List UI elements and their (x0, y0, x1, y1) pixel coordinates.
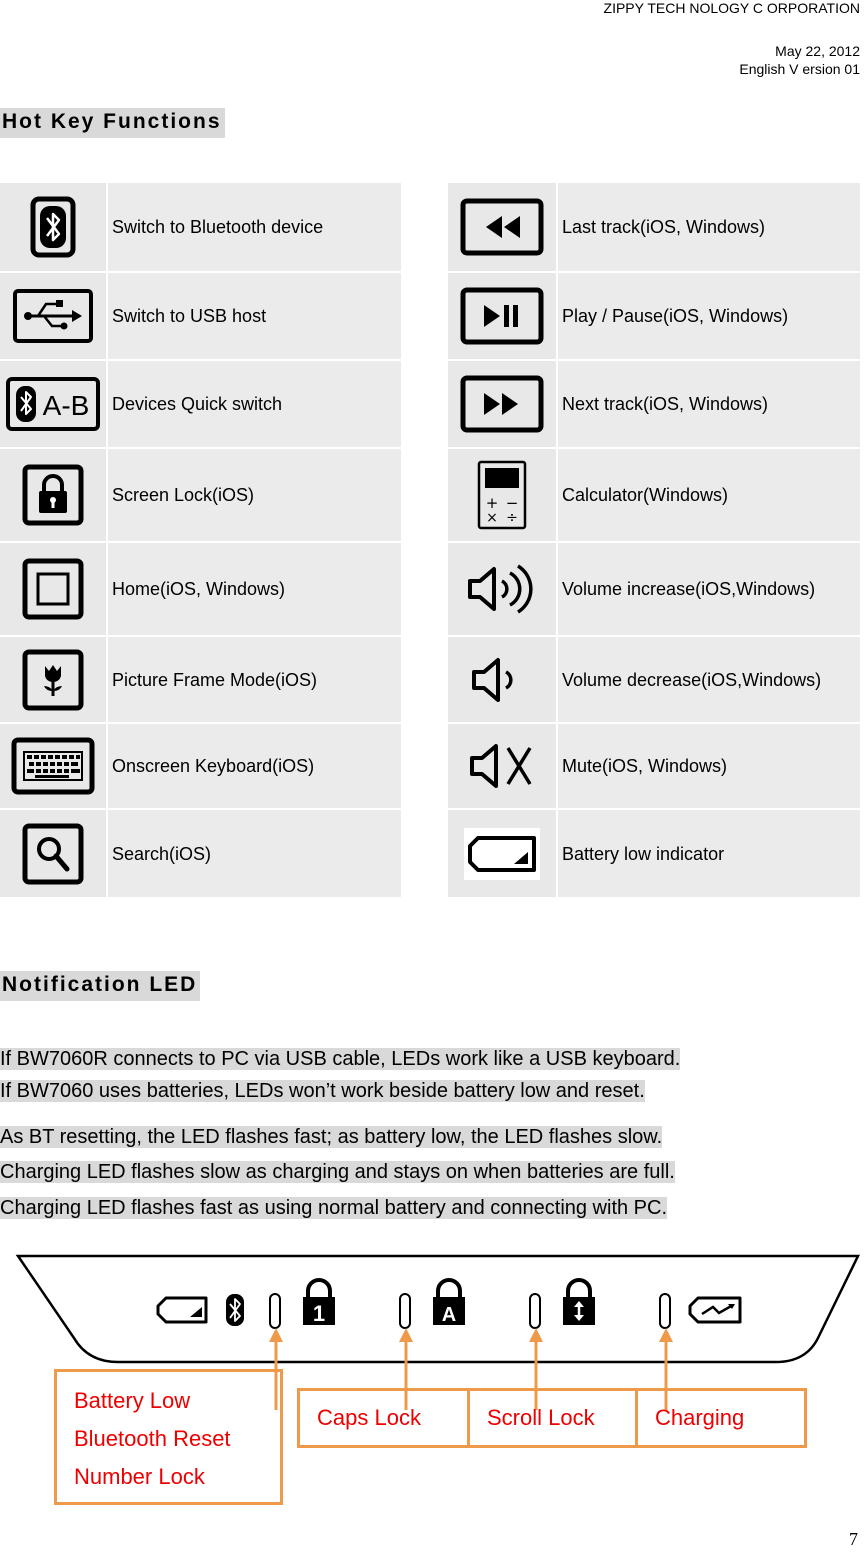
hotkey-row (0, 360, 401, 448)
hotkey-row (0, 636, 401, 723)
callout-label: Caps Lock (317, 1405, 421, 1430)
led-section-title: Notification LED (0, 971, 200, 1001)
hotkey-label: Onscreen Keyboard(iOS) (107, 723, 401, 809)
callout-scroll-lock (467, 1388, 638, 1448)
led-indicator (400, 1294, 410, 1328)
hotkey-label: Battery low indicator (557, 809, 860, 897)
hotkey-row (448, 272, 860, 360)
hotkey-label: Switch to Bluetooth device (107, 182, 401, 272)
hotkey-row (0, 272, 401, 360)
page-number: 7 (849, 1529, 858, 1549)
charging-icon (690, 1298, 740, 1322)
hotkey-row (448, 723, 860, 809)
callout-label: Number Lock (74, 1464, 205, 1489)
svg-text:A-B: A-B (42, 390, 90, 421)
callout-charging (635, 1388, 807, 1448)
callout-label: Battery Low (74, 1388, 191, 1413)
hotkey-row (448, 542, 860, 636)
usb-icon (0, 272, 107, 360)
fast-forward-icon (448, 360, 557, 448)
document-version: English V ersion 01 (739, 61, 860, 77)
hotkey-row (448, 360, 860, 448)
svg-text:A: A (441, 1304, 457, 1326)
hotkey-label: Play / Pause(iOS, Windows) (557, 272, 860, 360)
hotkey-row (0, 448, 401, 542)
search-icon (0, 809, 107, 897)
hotkey-row (0, 182, 401, 272)
hotkey-label: Screen Lock(iOS) (107, 448, 401, 542)
scroll-lock-icon (563, 1280, 595, 1325)
hotkey-row (448, 636, 860, 723)
document-date: May 22, 2012 (775, 43, 860, 59)
number-lock-icon (303, 1280, 335, 1326)
led-note-text: If BW7060R connects to PC via USB cable, LEDs work like a USB keyboard. (0, 1048, 681, 1070)
hotkey-table-left (0, 181, 401, 897)
hotkey-row (448, 182, 860, 272)
led-indicator (270, 1294, 280, 1328)
led-note (0, 1196, 667, 1221)
hotkey-label: Last track(iOS, Windows) (557, 182, 860, 272)
hotkey-label: Search(iOS) (107, 809, 401, 897)
led-note-text: If BW7060 uses batteries, LEDs won’t work beside battery low and reset. (0, 1080, 645, 1102)
led-note-text: As BT resetting, the LED flashes fast; as battery low, the LED flashes slow. (0, 1126, 663, 1148)
led-indicator (530, 1294, 540, 1328)
led-note (0, 1079, 645, 1104)
caps-lock-icon (433, 1280, 465, 1326)
keyboard-icon (0, 723, 107, 809)
play-pause-icon (448, 272, 557, 360)
bluetooth-icon (0, 182, 107, 272)
hotkey-section-title: Hot Key Functions (0, 108, 225, 138)
volume-down-icon (448, 636, 557, 723)
svg-text:−: − (505, 494, 519, 512)
hotkey-label: Mute(iOS, Windows) (557, 723, 860, 809)
led-note (0, 1125, 662, 1150)
volume-up-icon (448, 542, 557, 636)
hotkey-label: Volume increase(iOS,Windows) (557, 542, 860, 636)
mute-icon (448, 723, 557, 809)
hotkey-label: Calculator(Windows) (557, 448, 860, 542)
led-note (0, 1160, 675, 1185)
hotkey-table-right (448, 181, 860, 897)
svg-text:×: × (486, 510, 498, 526)
rewind-icon (448, 182, 557, 272)
callout-battery-bt-numlock (54, 1369, 283, 1505)
hotkey-row (0, 809, 401, 897)
hotkey-label: Home(iOS, Windows) (107, 542, 401, 636)
led-note-text: Charging LED flashes fast as using normal battery and connecting with PC. (0, 1197, 668, 1219)
hotkey-row (448, 809, 860, 897)
callout-label: Scroll Lock (487, 1405, 595, 1430)
hotkey-label: Volume decrease(iOS,Windows) (557, 636, 860, 723)
hotkey-label: Switch to USB host (107, 272, 401, 360)
home-icon (0, 542, 107, 636)
led-indicator (660, 1294, 670, 1328)
lock-icon (0, 448, 107, 542)
company-name: ZIPPY TECH NOLOGY C ORPORATION (603, 0, 860, 16)
callout-caps-lock (297, 1388, 470, 1448)
hotkey-label: Devices Quick switch (107, 360, 401, 448)
calculator-icon (448, 448, 557, 542)
bluetooth-led-icon (226, 1294, 244, 1326)
callout-label: Bluetooth Reset (74, 1426, 231, 1451)
hotkey-label: Next track(iOS, Windows) (557, 360, 860, 448)
svg-text:÷: ÷ (506, 510, 518, 526)
svg-text:1: 1 (312, 1301, 326, 1326)
hotkey-label: Picture Frame Mode(iOS) (107, 636, 401, 723)
led-note-text: Charging LED flashes slow as charging and stays on when batteries are full. (0, 1161, 675, 1183)
svg-text:+: + (485, 494, 499, 512)
hotkey-row (0, 542, 401, 636)
bluetooth-ab-icon (0, 360, 107, 448)
hotkey-row (0, 723, 401, 809)
flower-icon (0, 636, 107, 723)
battery-low-led-icon (158, 1298, 206, 1322)
led-note (0, 1047, 680, 1072)
battery-low-icon (448, 809, 557, 897)
hotkey-row (448, 448, 860, 542)
callout-label: Charging (655, 1405, 745, 1430)
